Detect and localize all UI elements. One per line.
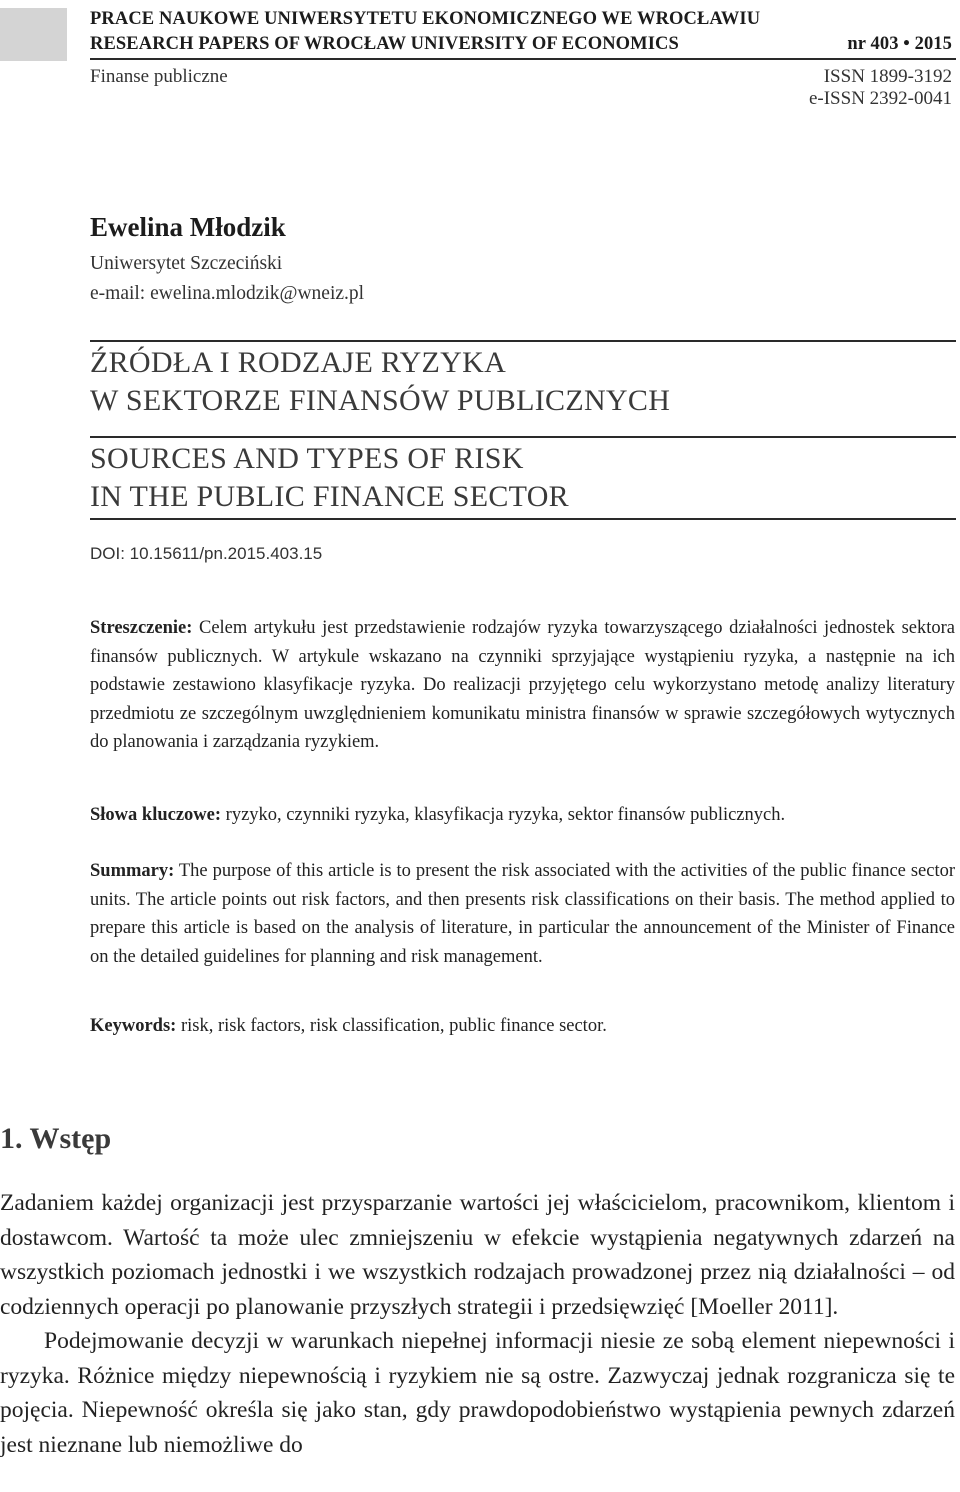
keywords-pl-label: Słowa kluczowe: (90, 805, 222, 825)
title-pl-line-1: ŹRÓDŁA I RODZAJE RYZYKA (90, 346, 507, 379)
keywords-en-label: Keywords: (90, 1016, 177, 1036)
title-en-line-2: IN THE PUBLIC FINANCE SECTOR (90, 480, 569, 513)
keywords-en-text: risk, risk factors, risk classification, public finance sector. (176, 1016, 607, 1036)
body-paragraph: Zadaniem każdej organizacji jest przysparzanie wartości jej właścicielom, pracownikom, klientom i dostawcom. Wartość ta może ulec zmniejszeniu w efekcie wystąpienia negatywnych zdarzeń na wszystkich poziomach jednostki i we wszystkich rodzajach prowadzonej przez nią działalności – od codziennych operacji po planowanie przyszłych strategii i przedsięwzięć [Moeller 2011]. (0, 1190, 955, 1320)
journal-title-en: RESEARCH PAPERS OF WROCŁAW UNIVERSITY OF ECONOMICS (90, 34, 679, 54)
abstract-en (90, 857, 955, 971)
journal-title-en-row (90, 33, 952, 55)
section-heading: 1. Wstęp (0, 1122, 112, 1155)
abstract-pl-text: Celem artykułu jest przedstawienie rodzajów ryzyka towarzyszącego działalności jednostek sektora finansów publicznych. W artykule wskazano na czynniki sprzyjające wystąpieniu ryzyka, a następnie na ich podstawie zestawiono klasyfikacje ryzyka. Do realizacji przyjętego celu wykorzystano metodę analizy literatury przedmiotu ze szczególnym uwzględnieniem komunikatu ministra finansów w sprawie szczegółowych wytycznych do planowania i zarządzania ryzykiem. (90, 618, 955, 752)
abstract-pl (90, 614, 955, 757)
title-rule-bottom (90, 518, 956, 520)
header-rule (90, 58, 956, 60)
abstract-pl-label: Streszczenie: (90, 618, 193, 638)
title-en-line-1: SOURCES AND TYPES OF RISK (90, 442, 524, 475)
abstract-en-label: Summary: (90, 861, 175, 881)
article-title-pl (90, 344, 670, 420)
title-pl-line-2: W SEKTORZE FINANSÓW PUBLICZNYCH (90, 384, 671, 417)
doi: DOI: 10.15611/pn.2015.403.15 (90, 544, 323, 563)
abstract-en-text: The purpose of this article is to present the risk associated with the activities of the public finance sector units. The article points out risk factors, and then presents risk classifications on their basis. The method applied to prepare this article is based on the analysis of literature, in particular the announcement of the Minister of Finance on the detailed guidelines for planning and risk management. (90, 861, 955, 967)
author-email: e-mail: ewelina.mlodzik@wneiz.pl (90, 283, 365, 304)
series-name: Finanse publiczne (90, 66, 228, 87)
issn: ISSN 1899-3192 (823, 66, 952, 87)
article-title-en (90, 440, 569, 516)
keywords-pl-text: ryzyko, czynniki ryzyka, klasyfikacja ryzyka, sektor finansów publicznych. (221, 805, 786, 825)
eissn: e-ISSN 2392-0041 (808, 88, 952, 109)
issue-number: nr 403 • 2015 (847, 34, 952, 54)
author-affiliation: Uniwersytet Szczeciński (90, 253, 283, 274)
issn-block (809, 66, 952, 110)
section-body (0, 1186, 955, 1462)
keywords-en (90, 1012, 955, 1041)
header-gray-block (0, 8, 67, 61)
journal-title-pl: PRACE NAUKOWE UNIWERSYTETU EKONOMICZNEGO WE WROCŁAWIU (90, 9, 761, 29)
author-name: Ewelina Młodzik (90, 212, 286, 242)
body-paragraph: Podejmowanie decyzji w warunkach niepełnej informacji niesie ze sobą element niepewności i ryzyka. Różnice między niepewnością i ryzykiem nie są ostre. Zazwyczaj jednak rozgranicza się te pojęcia. Niepewność określa się jako stan, gdy prawdopodobieństwo wystąpienia pewnych zdarzeń jest nieznane lub niemożliwe do (0, 1328, 955, 1458)
keywords-pl (90, 801, 955, 830)
title-rule-top (90, 340, 956, 342)
title-rule-middle (90, 436, 956, 438)
